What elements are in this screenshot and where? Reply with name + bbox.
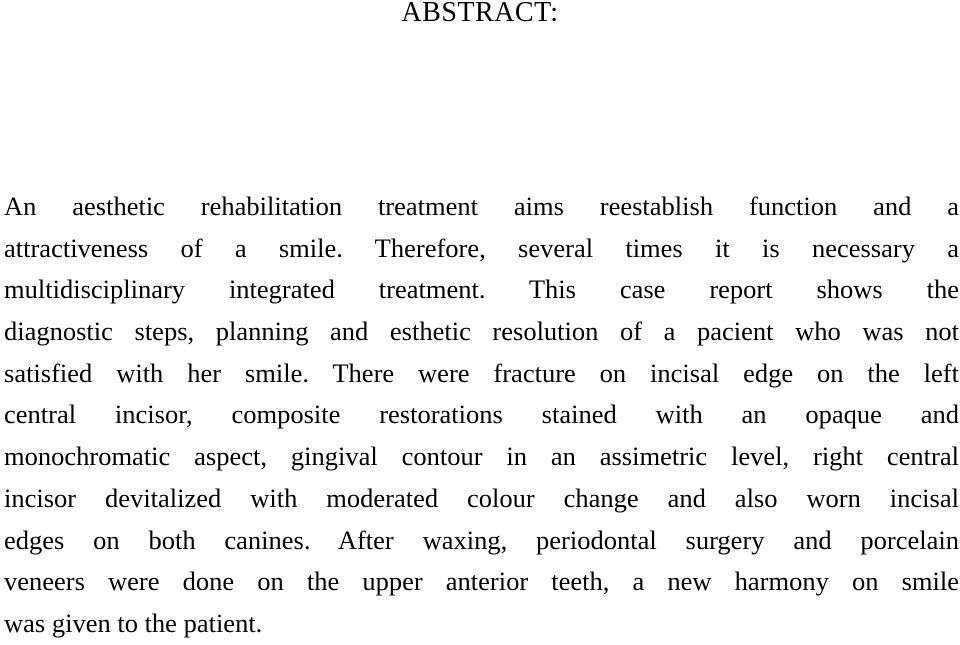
abstract-paragraph (4, 186, 959, 645)
abstract-line: monochromatic aspect, gingival contour in an assimetric level, right central (4, 441, 959, 472)
abstract-line: multidisciplinary integrated treatment. This case report shows the (4, 274, 959, 305)
abstract-line: satisfied with her smile. There were fracture on incisal edge on the left (4, 357, 959, 388)
abstract-line: attractiveness of a smile. Therefore, several times it is necessary a (4, 232, 959, 263)
abstract-line: diagnostic steps, planning and esthetic resolution of a pacient who was not (4, 316, 959, 347)
abstract-heading: ABSTRACT: (401, 0, 559, 28)
abstract-line: An aesthetic rehabilitation treatment aims reestablish function and a (4, 191, 959, 221)
abstract-line: incisor devitalized with moderated colour change and also worn incisal (4, 482, 959, 513)
abstract-line: was given to the patient. (4, 607, 263, 638)
abstract-line: edges on both canines. After waxing, periodontal surgery and porcelain (4, 524, 959, 555)
abstract-line: veneers were done on the upper anterior teeth, a new harmony on smile (4, 566, 959, 597)
abstract-line: central incisor, composite restorations stained with an opaque and (4, 399, 959, 430)
